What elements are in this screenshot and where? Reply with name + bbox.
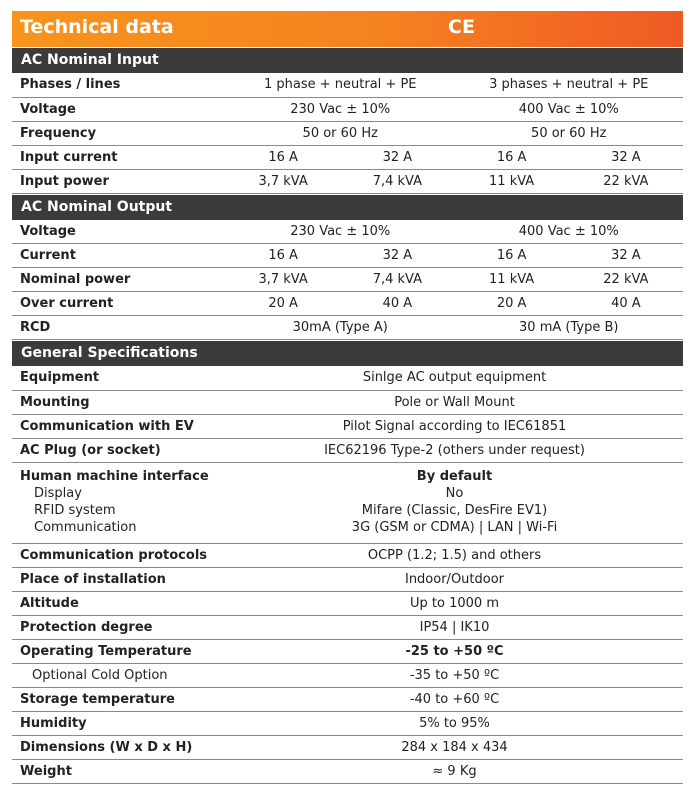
row-output-current: [12, 244, 683, 268]
cell-value: 3 phases + neutral + PE: [489, 77, 649, 92]
cell-value: 7,4 kVA: [372, 174, 423, 189]
row-communication-ev: [12, 415, 683, 439]
row-optional-cold-option: [12, 664, 683, 688]
hmi-rfid-label: RFID system: [34, 503, 116, 518]
cell-value: -35 to +50 ºC: [409, 668, 500, 683]
row-input-power: [12, 170, 683, 194]
cell-value: 284 x 184 x 434: [401, 740, 508, 755]
row-label: Current: [20, 248, 76, 263]
cell-value: 50 or 60 Hz: [531, 126, 607, 141]
row-label: Place of installation: [20, 572, 166, 587]
cell-value: 20 A: [496, 296, 527, 311]
cell-value: 11 kVA: [489, 174, 535, 189]
row-label: Weight: [20, 764, 72, 779]
row-label: RCD: [20, 320, 51, 335]
hmi-communication-value: 3G (GSM or CDMA) | LAN | Wi-Fi: [351, 520, 558, 535]
row-label: Mounting: [20, 395, 90, 410]
cell-value: 32 A: [611, 248, 641, 263]
cell-value: 16 A: [268, 150, 298, 165]
cell-value: 22 kVA: [603, 272, 649, 287]
row-phases: [12, 73, 683, 98]
hmi-rfid-value: Mifare (Classic, DesFire EV1): [361, 503, 548, 518]
section-ac-nominal-output: AC Nominal Output: [12, 195, 683, 220]
cell-value: 32 A: [382, 248, 413, 263]
row-label: Voltage: [20, 224, 76, 239]
cell-value: 16 A: [268, 248, 298, 263]
ce-standard-label: CE: [448, 16, 475, 38]
cell-value: 3,7 kVA: [258, 174, 308, 189]
row-protection-degree: [12, 616, 683, 640]
row-label: Phases / lines: [20, 77, 121, 92]
row-label: Nominal power: [20, 272, 131, 287]
row-input-current: [12, 146, 683, 170]
cell-value: 20 A: [268, 296, 298, 311]
cell-value: Up to 1000 m: [410, 596, 499, 611]
table-header: [12, 11, 683, 47]
row-label: Altitude: [20, 596, 79, 611]
cell-value: 400 Vac ± 10%: [518, 102, 619, 117]
row-label: Dimensions (W x D x H): [20, 740, 193, 755]
cell-value: 32 A: [611, 150, 641, 165]
row-output-voltage: [12, 220, 683, 244]
cell-value: OCPP (1.2; 1.5) and others: [367, 548, 542, 563]
cell-value: 50 or 60 Hz: [302, 126, 378, 141]
row-label: Communication protocols: [20, 548, 208, 563]
cell-value: 11 kVA: [489, 272, 535, 287]
row-label: Over current: [20, 296, 114, 311]
section-ac-nominal-input: AC Nominal Input: [12, 48, 683, 73]
cell-value: Sinlge AC output equipment: [362, 370, 547, 385]
hmi-label: Human machine interface: [20, 469, 209, 484]
cell-value: Indoor/Outdoor: [404, 572, 505, 587]
cell-value: -40 to +60 ºC: [409, 692, 500, 707]
row-altitude: [12, 592, 683, 616]
row-label: Communication with EV: [20, 419, 194, 434]
row-label: Input power: [20, 174, 109, 189]
cell-value: IP54 | IK10: [419, 620, 490, 635]
row-rcd: [12, 316, 683, 340]
cell-value: 16 A: [496, 150, 527, 165]
cell-value: 3,7 kVA: [258, 272, 308, 287]
row-place-of-installation: [12, 568, 683, 592]
row-label: Operating Temperature: [20, 644, 192, 659]
cell-value: ≈ 9 Kg: [432, 764, 477, 779]
cell-value: 22 kVA: [603, 174, 649, 189]
cell-value: 40 A: [611, 296, 641, 311]
row-storage-temperature: [12, 688, 683, 712]
row-label: Frequency: [20, 126, 97, 141]
row-label: AC Plug (or socket): [20, 443, 161, 458]
row-label: Voltage: [20, 102, 76, 117]
cell-value: 1 phase + neutral + PE: [264, 77, 417, 92]
row-human-machine-interface: [12, 463, 683, 544]
technical-data-table: [12, 11, 683, 784]
row-label: Storage temperature: [20, 692, 175, 707]
hmi-default-value: By default: [416, 469, 493, 484]
row-equipment: [12, 366, 683, 391]
cell-value: 5% to 95%: [419, 716, 490, 731]
cell-value: Pilot Signal according to IEC61851: [342, 419, 567, 434]
row-label: Protection degree: [20, 620, 153, 635]
row-over-current: [12, 292, 683, 316]
row-mounting: [12, 391, 683, 415]
hmi-display-label: Display: [34, 486, 82, 501]
row-humidity: [12, 712, 683, 736]
cell-value: 7,4 kVA: [372, 272, 423, 287]
cell-value: 32 A: [382, 150, 413, 165]
table-title: Technical data: [20, 16, 174, 38]
cell-value: 230 Vac ± 10%: [290, 224, 391, 239]
hmi-display-value: No: [445, 486, 464, 501]
row-label: Optional Cold Option: [32, 668, 168, 683]
row-frequency: [12, 122, 683, 146]
cell-value: 40 A: [382, 296, 413, 311]
row-operating-temperature: [12, 640, 683, 664]
cell-value: 30 mA (Type B): [519, 320, 619, 335]
cell-value: Pole or Wall Mount: [394, 395, 515, 410]
row-input-voltage: [12, 98, 683, 122]
row-label: Input current: [20, 150, 118, 165]
row-weight: [12, 760, 683, 784]
cell-value: 230 Vac ± 10%: [290, 102, 391, 117]
cell-value: 400 Vac ± 10%: [518, 224, 619, 239]
section-general-specifications: General Specifications: [12, 341, 683, 366]
row-nominal-power: [12, 268, 683, 292]
cell-value: 16 A: [496, 248, 527, 263]
row-label-group: [12, 463, 226, 543]
row-dimensions: [12, 736, 683, 760]
cell-value: 30mA (Type A): [292, 320, 388, 335]
row-ac-plug: [12, 439, 683, 463]
row-communication-protocols: [12, 544, 683, 568]
row-label: Humidity: [20, 716, 87, 731]
cell-value: -25 to +50 ºC: [405, 644, 504, 659]
hmi-communication-label: Communication: [34, 520, 137, 535]
row-label: Equipment: [20, 370, 100, 385]
cell-value: IEC62196 Type-2 (others under request): [324, 443, 585, 458]
